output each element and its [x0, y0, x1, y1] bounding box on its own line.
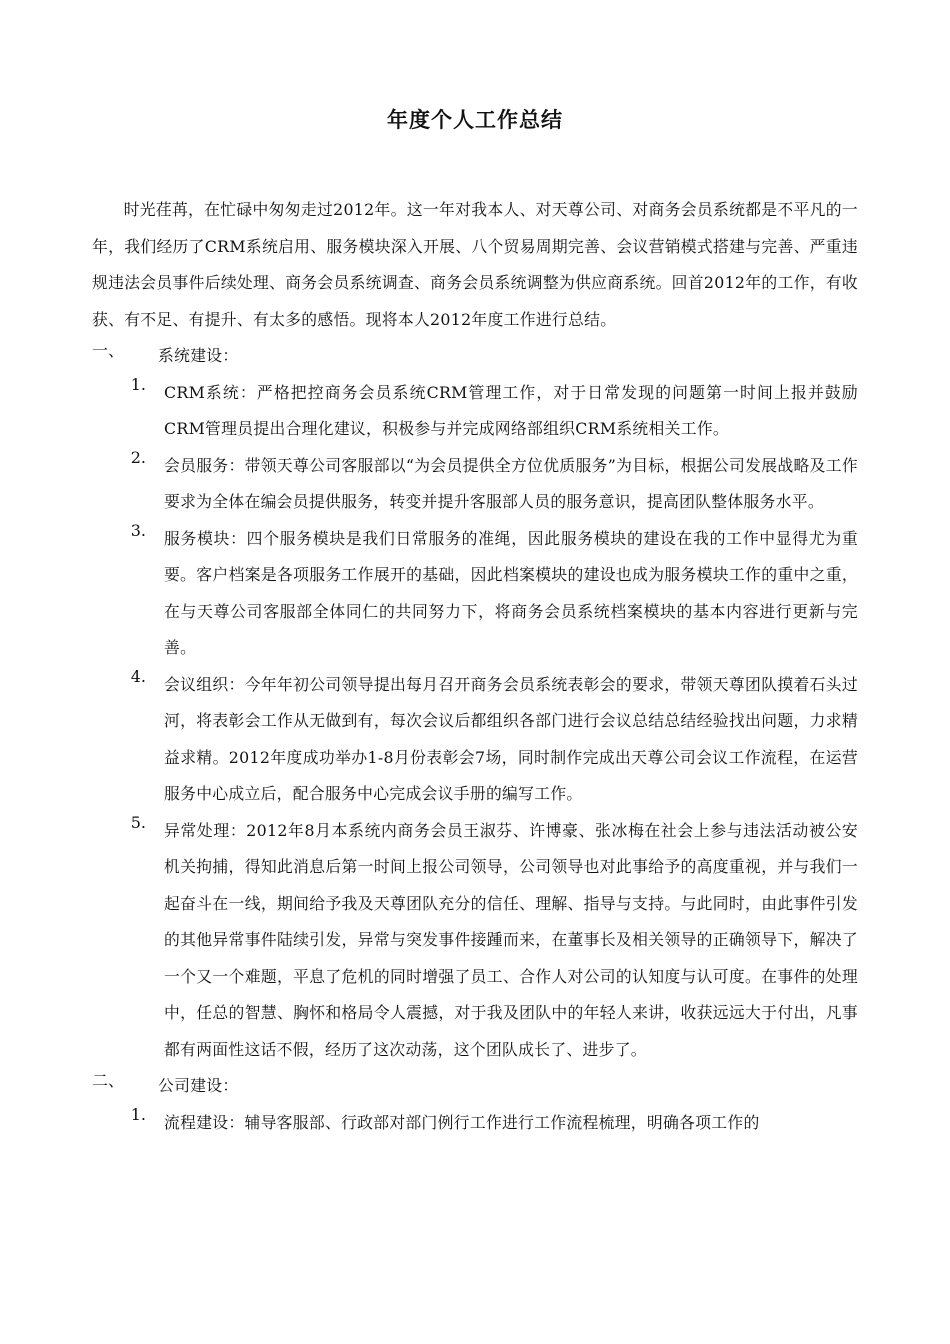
- list-item: [92, 448, 858, 521]
- list-item-index: 1.: [130, 1104, 146, 1124]
- list-item-text: 会员服务：带领天尊公司客服部以“为会员提供全方位优质服务”为目标，根据公司发展战略及工作要求为全体在编会员提供服务，转变并提升客服部人员的服务意识，提高团队整体服务水平。: [164, 455, 858, 511]
- list-item-text: 服务模块：四个服务模块是我们日常服务的准绳，因此服务模块的建设在我的工作中显得尤为重要。客户档案是各项服务工作展开的基础，因此档案模块的建设也成为服务模块工作的重中之重，在与天尊公司客服部全体同仁的共同努力下，将商务会员系统档案模块的基本内容进行更新与完善。: [164, 528, 858, 657]
- list-item-index: 2.: [130, 447, 146, 467]
- list-item-text: 会议组织：今年年初公司领导提出每月召开商务会员系统表彰会的要求，带领天尊团队摸着石头过河，将表彰会工作从无做到有，每次会议后都组织各部门进行会议总结总结经验找出问题，力求精益求精。2012年度成功举办1-8月份表彰会7场，同时制作完成出天尊公司会议工作流程，在运营服务中心成立后，配合服务中心完成会议手册的编写工作。: [164, 674, 858, 803]
- section-title: 系统建设：: [158, 346, 239, 365]
- list-item: [92, 813, 858, 1069]
- document-body: [92, 192, 858, 1141]
- intro-paragraph: 时光荏苒，在忙碌中匆匆走过2012年。这一年对我本人、对天尊公司、对商务会员系统都是不平凡的一年，我们经历了CRM系统启用、服务模块深入开展、八个贸易周期完善、会议营销模式搭建与完善、严重违规违法会员事件后续处理、商务会员系统调查、商务会员系统调整为供应商系统。回首2012年的工作，有收获、有不足、有提升、有太多的感悟。现将本人2012年度工作进行总结。: [92, 200, 858, 329]
- section-heading: [92, 1068, 858, 1105]
- section-number: 一、: [92, 341, 125, 360]
- list-item-index: 1.: [130, 374, 146, 394]
- list-item: [92, 1105, 858, 1142]
- list-item-index: 3.: [130, 520, 146, 540]
- list-item-text: CRM系统：严格把控商务会员系统CRM管理工作，对于日常发现的问题第一时间上报并鼓励CRM管理员提出合理化建议，积极参与并完成网络部组织CRM系统相关工作。: [164, 382, 858, 438]
- list-item: [92, 521, 858, 667]
- list-item: [92, 667, 858, 813]
- section-title: 公司建设：: [158, 1076, 239, 1095]
- section-heading: [92, 338, 858, 375]
- list-item-text: 异常处理：2012年8月本系统内商务会员王淑芬、许博豪、张冰梅在社会上参与违法活动被公安机关拘捕，得知此消息后第一时间上报公司领导，公司领导也对此事给予的高度重视，并与我们一起奋斗在一线，期间给予我及天尊团队充分的信任、理解、指导与支持。与此同时，由此事件引发的其他异常事件陆续引发，异常与突发事件接踵而来，在董事长及相关领导的正确领导下，解决了一个又一个难题，平息了危机的同时增强了员工、合作人对公司的认知度与认可度。在事件的处理中，任总的智慧、胸怀和格局令人震撼，对于我及团队中的年轻人来讲，收获远远大于付出，凡事都有两面性这话不假，经历了这次动荡，这个团队成长了、进步了。: [164, 820, 858, 1059]
- list-item-index: 4.: [130, 666, 146, 686]
- list-item-text: 流程建设：辅导客服部、行政部对部门例行工作进行工作流程梳理，明确各项工作的: [164, 1112, 760, 1132]
- section-number: 二、: [92, 1071, 125, 1090]
- list-item-index: 5.: [130, 812, 146, 832]
- list-item: [92, 375, 858, 448]
- document-title: 年度个人工作总结: [387, 108, 563, 132]
